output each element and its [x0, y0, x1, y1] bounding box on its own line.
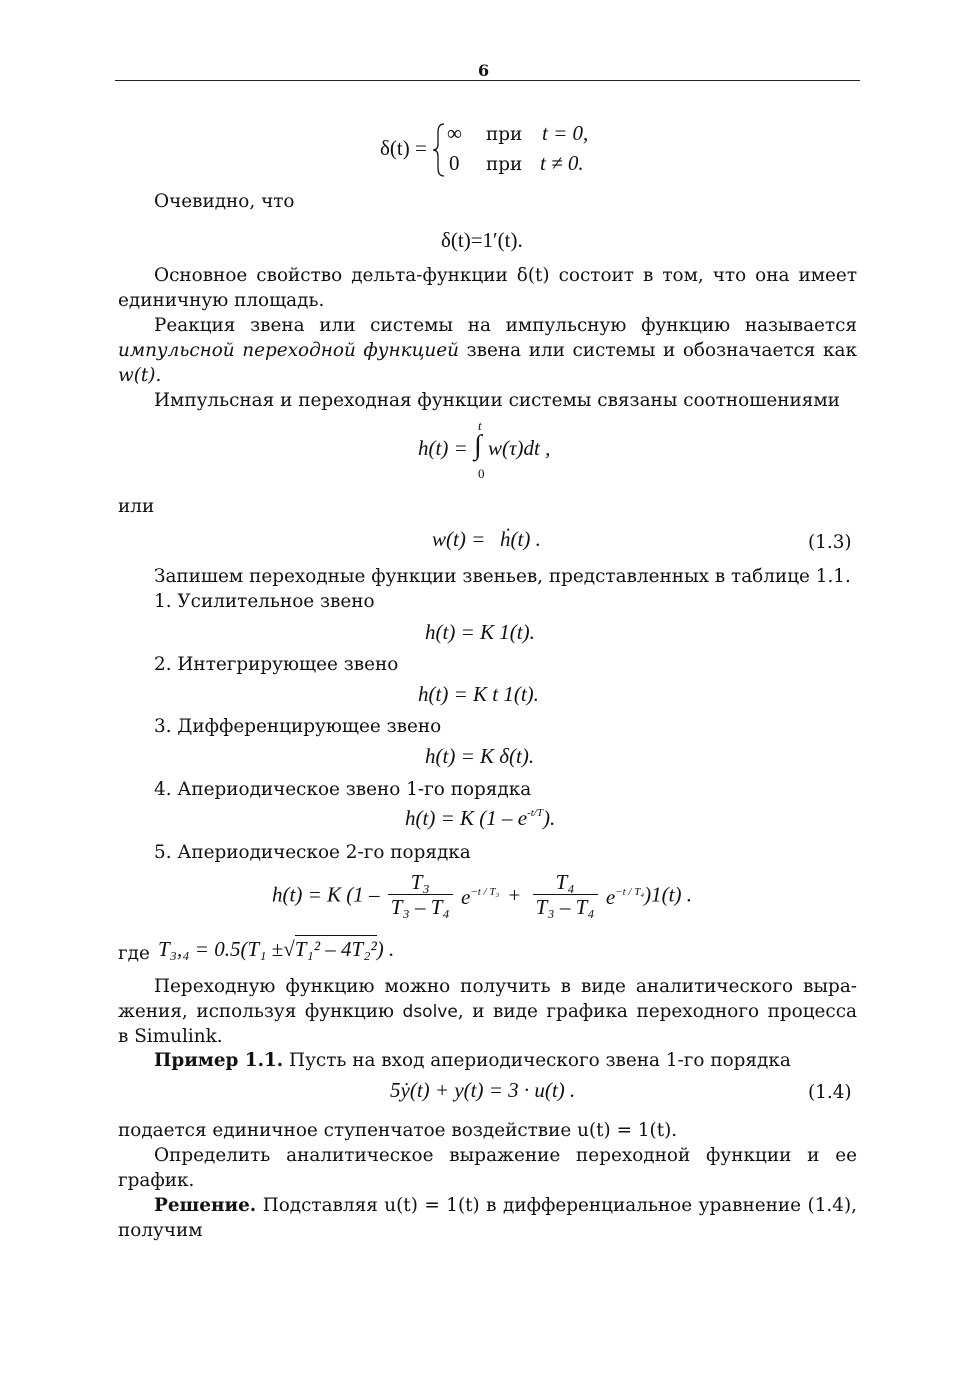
paragraph-or: или: [118, 496, 155, 517]
page-number: 6: [478, 61, 490, 80]
exponent-1: −t / T₃: [470, 886, 500, 898]
list-item-5-equation-start: h(t) = K (1 –: [272, 882, 380, 907]
paragraph-where: где: [118, 943, 150, 964]
example-heading: Пример 1.1.: [154, 1050, 284, 1071]
paragraph-transfer-line2-b: , и виде графика переходного процесса: [457, 1001, 857, 1022]
list-item-3: 3. Дифференцирующее звено: [154, 716, 442, 737]
paragraph-applied: подается единичное ступенчатое воздействие u(t) = 1(t).: [118, 1120, 678, 1141]
paragraph-example: [154, 1048, 791, 1073]
where-equation-start: T₃,₄ = 0.5(T₁ ±: [158, 937, 284, 961]
paragraph-reaction-line1: Реакция звена или системы на импульсную функцию называется: [154, 315, 857, 336]
fraction-1: [388, 870, 453, 919]
where-equation-radicand: T₁² – 4T₂²: [294, 937, 377, 961]
fraction-1-denominator: T₃ – T₄: [390, 895, 450, 919]
list-item-5-equation: [272, 870, 692, 919]
list-item-4: 4. Апериодическое звено 1-го порядка: [154, 779, 532, 800]
eq-1-3-body: w(t) =: [432, 527, 486, 551]
paragraph-solution-line1: [154, 1193, 857, 1218]
list-item-1-equation: h(t) = K 1(t).: [425, 620, 535, 644]
paragraph-property-line1: Основное свойство дельта-функции δ(t) состоит в том, что она имеет: [154, 265, 857, 286]
plus-sign: +: [508, 882, 521, 907]
paragraph-relation: Импульсная и переходная функции системы связаны соотношениями: [154, 390, 840, 411]
fraction-1-numerator: T₃: [388, 870, 453, 895]
exponent-2-base: e: [605, 885, 616, 909]
eq-integral-body: w(τ)dt ,: [488, 436, 551, 460]
eq-integral-lhs: h(t) =: [418, 436, 468, 460]
sqrt-sign: √: [283, 937, 295, 961]
list-item-4-equation-end: ).: [542, 806, 556, 830]
paragraph-write-down: Запишем переходные функции звеньев, представленных в таблице 1.1.: [154, 566, 851, 587]
term-impulse-transfer-function: импульсной переходной функцией: [118, 340, 459, 361]
list-item-4-equation-main: h(t) = K (1 – e: [405, 806, 528, 830]
eq-integral-sign: ∫: [474, 430, 482, 461]
paragraph-reaction-line2-rest: звена или системы и обозначается как: [458, 340, 857, 361]
eq-delta-case2-value: 0: [449, 151, 460, 175]
eq-delta-case1-value: ∞: [447, 121, 462, 145]
list-item-2: 2. Интегрирующее звено: [154, 654, 399, 675]
eq-1-4-body: 5ẏ(t) + y(t) = 3 · u(t) .: [390, 1078, 576, 1102]
list-item-4-equation: [405, 806, 555, 831]
eq-delta-case2-cond: t ≠ 0.: [540, 151, 584, 175]
list-item-4-equation-exponent: -t/T: [527, 807, 543, 819]
exponent-2: −t / T₄: [615, 886, 645, 898]
exponent-1-base: e: [460, 885, 471, 909]
eq-delta-case1-word: при: [486, 124, 523, 145]
fraction-2-numerator: T₄: [533, 870, 598, 895]
solution-heading: Решение.: [154, 1195, 257, 1216]
where-equation-end: ) .: [376, 937, 395, 961]
eq-integral-upper: t: [478, 418, 482, 433]
solution-line1-rest: Подставляя u(t) = 1(t) в дифференциальное уравнение (1.4),: [256, 1195, 857, 1216]
paragraph-determine-line2: график.: [118, 1170, 195, 1191]
paragraph-obviously: Очевидно, что: [154, 191, 295, 212]
list-item-5-equation-end: )1(t) .: [644, 882, 692, 907]
list-item-2-equation: h(t) = K t 1(t).: [418, 682, 539, 706]
example-text: Пусть на вход апериодического звена 1-го порядка: [283, 1050, 791, 1071]
paragraph-transfer-line2: [118, 999, 857, 1025]
list-item-3-equation: h(t) = K δ(t).: [425, 744, 535, 768]
eq-delta-lhs: δ(t) =: [380, 136, 427, 160]
paragraph-reaction-line2: [118, 338, 857, 363]
fraction-2: [533, 870, 598, 919]
eq-1-3-hdot: ḣ(t) .: [500, 527, 541, 551]
paragraph-transfer-line3: в Simulink.: [118, 1026, 223, 1047]
paragraph-determine-line1: Определить аналитическое выражение переходной функции и ее: [154, 1145, 857, 1166]
eq-1-4-label: (1.4): [808, 1082, 852, 1103]
list-item-5: 5. Апериодическое 2-го порядка: [154, 842, 471, 863]
where-equation: [158, 937, 394, 962]
list-item-1: 1. Усилительное звено: [154, 591, 375, 612]
header-rule: [115, 80, 860, 81]
paragraph-property-line2: единичную площадь.: [118, 290, 325, 311]
paragraph-transfer-line1: Переходную функцию можно получить в виде аналитического выра-: [154, 976, 857, 997]
code-dsolve: dsolve: [402, 1002, 458, 1022]
eq-delta-derivative: δ(t)=1′(t).: [441, 228, 523, 252]
fraction-2-denominator: T₃ – T₄: [535, 895, 595, 919]
paragraph-reaction-line3: w(t).: [118, 365, 162, 386]
eq-delta-brace: [432, 122, 446, 178]
eq-1-3-label: (1.3): [808, 532, 852, 553]
paragraph-transfer-line2-a: жения, используя функцию: [118, 1001, 403, 1022]
paragraph-solution-line2: получим: [118, 1220, 203, 1241]
eq-delta-case1-cond: t = 0,: [542, 121, 589, 145]
eq-integral-lower: 0: [478, 466, 485, 481]
eq-delta-case2-word: при: [486, 154, 523, 175]
